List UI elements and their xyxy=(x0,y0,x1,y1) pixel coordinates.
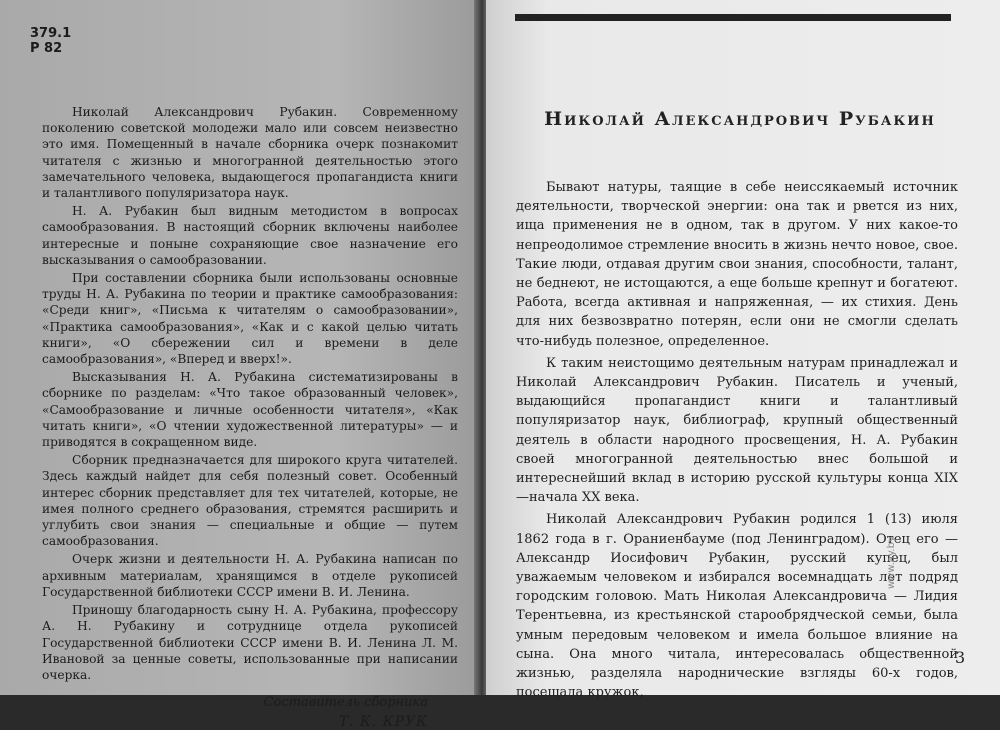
preface-paragraph: Н. А. Рубакин был видным методистом в вопросах самообразования. В настоящий сборник включены наиболее интересные и поныне сохраняющие свое назначение его высказывания о самообразовании. xyxy=(42,204,458,267)
preface-paragraph: Приношу благодарность сыну Н. А. Рубакина, профессору А. Н. Рубакину и сотруднице отдела рукописей Государственной библиотеки СССР имени В. И. Ленина Л. М. Ивановой за ценные советы, использованные при написании очерка. xyxy=(42,603,458,682)
preface-paragraph: Сборник предназначается для широкого круга читателей. Здесь каждый найдет для себя полезный совет. Особенный интерес сборник представляет для тех читателей, которые, не имея полного среднего образования, стремятся расширить и углубить свои знания — специальные и общие — путем самообразования. xyxy=(42,453,458,549)
chapter-paragraph: Николай Александрович Рубакин родился 1 (13) июля 1862 года в г. Ораниенбауме (под Ленинградом). Отец его — Александр Иосифович Рубакин, русский купец, был уважаемым человеком и избирался восемнадцать лет подряд городским головою. Мать Николая Александровича — Лидия Терентьевна, из крестьянской старообрядческой семьи, была умным передовым человеком и имела большое влияние на сына. Она много читала, интересовалась общественной жизнью, разделяла народнические взгляды 60-х годов, посещала кружок, xyxy=(516,512,958,701)
preface-paragraph: Николай Александрович Рубакин. Современному поколению советской молодежи мало или совсем неизвестно это имя. Помещенный в начале сборника очерк познакомит читателя с жизнью и многогранной деятельностью этого замечательного человека, выдающегося пропагандиста книги и талантливого популяризатора наук. xyxy=(42,105,458,201)
signature-name: Т. К. КРУК xyxy=(338,714,428,730)
author-mark: Р 82 xyxy=(30,41,63,56)
chapter-paragraph: Бывают натуры, таящие в себе неиссякаемый источник деятельности, творческой энергии: она так и рвется из них, ища применения не в одном, так в другом. У них какое-то непреодолимое стремление вносить в жизнь нечто новое, свое. Такие люди, отдавая другим свои знания, способности, талант, не беднеют, не истощаются, а еще больше крепнут и богатеют. Работа, всегда активная и напряженная, — их стихия. День для них безвозвратно потерян, если они не смогли сделать что-нибудь полезное, определенное. xyxy=(516,180,958,349)
chapter-paragraph: К таким неистощимо деятельным натурам принадлежал и Николай Александрович Рубакин. Писатель и ученый, выдающийся пропагандист книги и талантливый популяризатор наук, библиограф, крупный общественный деятель в области народного просвещения, Н. А. Рубакин своей многогранной деятельностью внес большой и интереснейший вклад в историю русской культуры конца XIX—начала XX века. xyxy=(516,355,958,506)
watermark: www.ay.by xyxy=(886,536,897,589)
left-page xyxy=(0,0,478,730)
signature-role: Составитель сборника xyxy=(263,695,428,711)
header-rule xyxy=(515,14,951,21)
page-number: 3 xyxy=(955,648,966,667)
preface-paragraph: При составлении сборника были использованы основные труды Н. А. Рубакина по теории и практике самообразования: «Среди книг», «Письма к читателям о самообразовании», «Практика самообразования», «Как и с какой целью читать книги», «О сбережении сил и времени в деле самообразования», «Вперед и вверх!». xyxy=(42,271,458,367)
preface-paragraph: Очерк жизни и деятельности Н. А. Рубакина написан по архивным материалам, хранящимся в отделе рукописей Государственной библиотеки СССР имени В. И. Ленина. xyxy=(42,552,458,599)
preface-paragraph: Высказывания Н. А. Рубакина систематизированы в сборнике по разделам: «Что такое образованный человек», «Самообразование и личные особенности читателя», «Как читать книги», «О чтении художественной литературы» — и приводятся в сокращенном виде. xyxy=(42,370,458,450)
chapter-text xyxy=(516,178,958,705)
preface-text xyxy=(30,104,458,683)
classification-code: 379.1 xyxy=(30,26,72,41)
chapter-title: Николай Александрович Рубакин xyxy=(544,108,936,130)
